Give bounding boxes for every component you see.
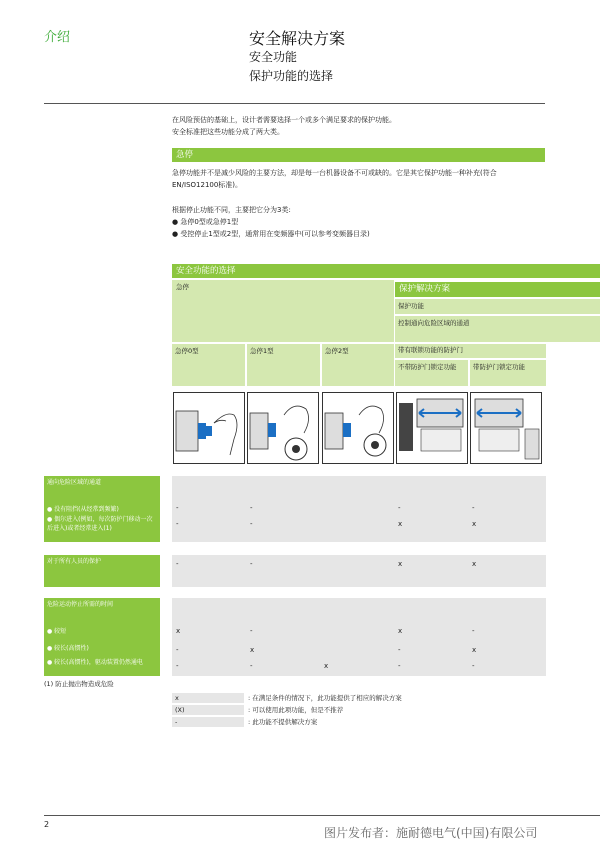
col-header-estop0-label: 急停0型: [175, 347, 199, 355]
page-number: 2: [44, 820, 50, 829]
col-header-estop1-label: 急停1型: [250, 347, 274, 355]
col-header-estop1: [247, 344, 320, 386]
group-stop-time-label-cell: [44, 598, 160, 676]
interlock-no-lock-illustration: [396, 392, 468, 464]
legend-item: [172, 693, 472, 703]
table-cell: x: [472, 520, 477, 528]
protect-group-heading: 保护解决方案: [395, 282, 600, 297]
estop-group-label: 急停: [176, 283, 189, 291]
footer-divider: [44, 815, 600, 816]
group-stop-time-title: 危险运动停止所需的时间: [47, 601, 114, 608]
table-cell: x: [250, 646, 255, 654]
estop2-illustration: [322, 392, 394, 464]
group-stop-time-row1-label: ● 较短: [47, 628, 67, 635]
table-cell: -: [176, 646, 179, 654]
legend-symbol: (X): [172, 705, 244, 715]
legend-item: [172, 717, 472, 727]
col-header-with-lock: [470, 360, 546, 386]
col-header-with-lock-label: 带防护门锁定功能: [473, 363, 525, 371]
legend-description: : 在满足条件的情况下，此功能提供了相应的解决方案: [248, 694, 402, 702]
estop-group-cell: [172, 280, 394, 342]
table-cell: -: [176, 560, 179, 568]
table-cell: -: [176, 662, 179, 670]
table-cell: -: [472, 627, 475, 635]
protect-sub1-cell: [395, 299, 600, 314]
protect-sub2-cell: [395, 316, 600, 342]
group-access-row2-label: ● 偶尔进入(例如，每次防护门移动一次后进入)或者经常进入(1): [47, 516, 153, 532]
legend-description: : 可以使用此项功能，但是不推荐: [248, 706, 344, 714]
legend-description: : 此功能不提供解决方案: [248, 718, 318, 726]
estop-paragraph-1b: EN/ISO12100标准)。: [172, 181, 243, 189]
legend-item: [172, 705, 472, 715]
col-header-no-lock-label: 不带防护门锁定功能: [398, 363, 457, 371]
group-stop-time-row3-label: ● 较长(高惯性)，驱动装置仍然通电: [47, 659, 143, 666]
estop0-illustration: [173, 392, 245, 464]
table-cell: x: [472, 560, 477, 568]
table-footnote: (1) 防止抛出物造成危险: [44, 680, 114, 688]
table-cell: -: [176, 504, 179, 512]
estop-bullet-2: ● 受控停止1型或2型，通常用在变频器中(可以参考变频器目录): [172, 230, 370, 238]
table-cell: -: [398, 504, 401, 512]
table-cell: -: [472, 662, 475, 670]
header-divider: [44, 103, 545, 104]
col-header-interlock: [395, 344, 546, 358]
table-cell: -: [250, 504, 253, 512]
estop-heading: 急停: [172, 148, 545, 162]
page-subtitle-2: 保护功能的选择: [249, 69, 334, 83]
estop-paragraph-1a: 急停功能并不是减少风险的主要方法，却是每一台机器设备不可或缺的。它是其它保护功能一种补充(符合: [172, 169, 497, 177]
group-access-title: 通向危险区域的通道: [47, 479, 102, 486]
legend-symbol: -: [172, 717, 244, 727]
group-all-persons-values: [172, 555, 546, 587]
table-cell: -: [398, 646, 401, 654]
col-header-estop2: [322, 344, 394, 386]
group-access-row1-label: ● 没有阻挡(从经常到频繁): [47, 506, 119, 513]
table-cell: -: [176, 520, 179, 528]
page-subtitle: 安全功能: [249, 50, 298, 64]
col-header-estop0: [172, 344, 245, 386]
interlock-with-lock-illustration: [470, 392, 542, 464]
group-all-persons-label-cell: [44, 555, 160, 587]
publisher-credit: 图片发布者：施耐德电气(中国)有限公司: [324, 826, 538, 840]
estop1-illustration: [247, 392, 319, 464]
table-cell: -: [250, 520, 253, 528]
table-heading: 安全功能的选择: [172, 264, 600, 278]
group-stop-time-values: [172, 598, 546, 676]
table-cell: x: [398, 520, 403, 528]
table-cell: x: [176, 627, 181, 635]
group-all-persons-title: 对于所有人员的保护: [47, 558, 102, 565]
table-cell: x: [472, 646, 477, 654]
table-cell: -: [250, 560, 253, 568]
section-tag: 介绍: [44, 30, 71, 45]
col-header-interlock-label: 带有联锁功能的防护门: [398, 346, 463, 354]
table-cell: x: [398, 627, 403, 635]
estop-paragraph-2: 根据停止功能不同，主要把它分为3类:: [172, 206, 291, 214]
intro-line-2: 安全标准把这些功能分成了两大类。: [172, 128, 284, 136]
protect-sub2-label: 控制通向危险区域的通道: [398, 319, 470, 327]
group-stop-time-row2-label: ● 较长(高惯性): [47, 645, 89, 652]
col-header-no-lock: [395, 360, 468, 386]
legend: [172, 693, 472, 727]
legend-symbol: x: [172, 693, 244, 703]
intro-line-1: 在风险预估的基础上，设计者需要选择一个或多个满足要求的保护功能。: [172, 116, 396, 124]
group-access-label-cell: [44, 476, 160, 542]
col-header-estop2-label: 急停2型: [325, 347, 349, 355]
page-title: 安全解决方案: [249, 29, 346, 48]
table-cell: x: [398, 560, 403, 568]
table-cell: -: [250, 627, 253, 635]
estop-bullet-1: ● 急停0型或急停1型: [172, 218, 239, 226]
table-cell: x: [324, 662, 329, 670]
group-access-values: [172, 476, 546, 542]
table-cell: -: [472, 504, 475, 512]
protect-sub1-label: 保护功能: [398, 302, 424, 310]
table-cell: -: [398, 662, 401, 670]
table-cell: -: [250, 662, 253, 670]
